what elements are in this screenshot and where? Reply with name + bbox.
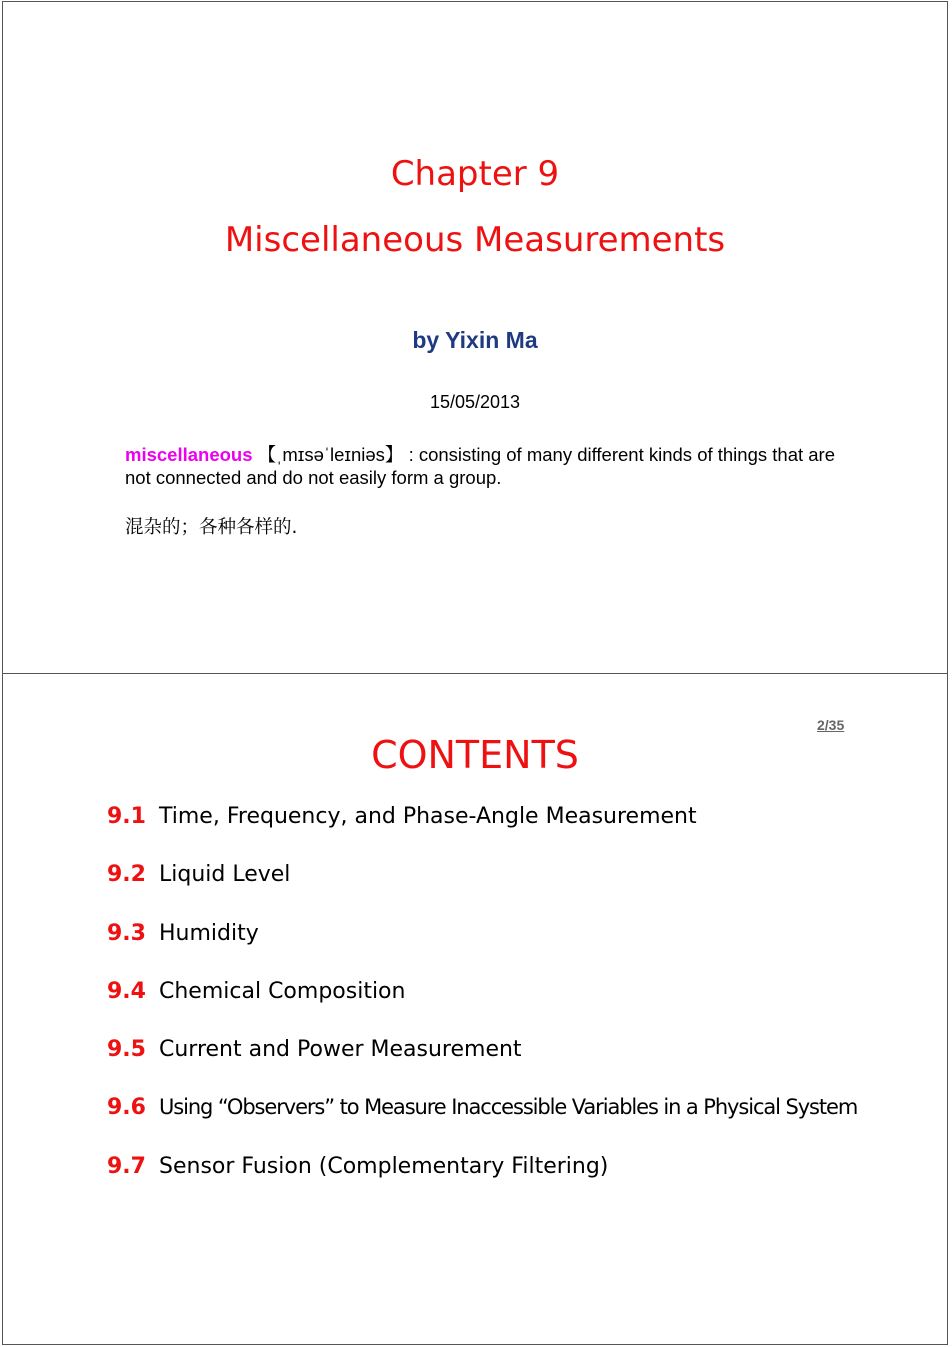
toc-label: Chemical Composition	[159, 978, 406, 1004]
toc-number: 9.7	[107, 1153, 146, 1179]
definition-meaning: : consisting of many different kinds of things that are not connected and do not easily form a group.	[125, 444, 835, 488]
toc-label: Current and Power Measurement	[159, 1037, 522, 1063]
definition	[125, 443, 845, 489]
toc-number: 9.6	[107, 1095, 146, 1121]
chinese-meaning: 混杂的；各种各样的.	[125, 517, 298, 538]
toc-item-9-4	[107, 979, 857, 1037]
toc-item-9-5	[107, 1037, 857, 1095]
table-of-contents	[107, 804, 857, 1212]
toc-number: 9.1	[107, 804, 146, 829]
toc-item-9-3	[107, 921, 857, 979]
date: 15/05/2013	[429, 392, 521, 412]
toc-number: 9.5	[107, 1037, 146, 1063]
chapter-title: Chapter 9	[390, 154, 560, 194]
toc-number: 9.2	[107, 862, 146, 888]
toc-item-9-2	[107, 862, 857, 920]
toc-label: Time, Frequency, and Phase-Angle Measurement	[159, 804, 697, 829]
contents-title: CONTENTS	[371, 733, 579, 777]
title-slide	[2, 1, 948, 674]
toc-item-9-7	[107, 1154, 857, 1212]
toc-label: Humidity	[159, 920, 259, 946]
pronunciation: 【ˌmɪsəˈleɪniəs】	[257, 444, 404, 465]
toc-item-9-1	[107, 804, 857, 862]
definition-term: miscellaneous	[125, 444, 253, 465]
page-number: 2/35	[817, 717, 845, 733]
chapter-subtitle: Miscellaneous Measurements	[224, 220, 726, 260]
toc-number: 9.4	[107, 978, 146, 1004]
toc-item-9-6	[107, 1095, 857, 1153]
author: by Yixin Ma	[412, 327, 538, 353]
toc-label: Sensor Fusion (Complementary Filtering)	[159, 1153, 609, 1179]
toc-label: Using “Observers” to Measure Inaccessible Variables in a Physical System	[159, 1095, 858, 1120]
toc-number: 9.3	[107, 920, 146, 946]
toc-label: Liquid Level	[159, 862, 291, 888]
contents-slide	[2, 673, 948, 1345]
